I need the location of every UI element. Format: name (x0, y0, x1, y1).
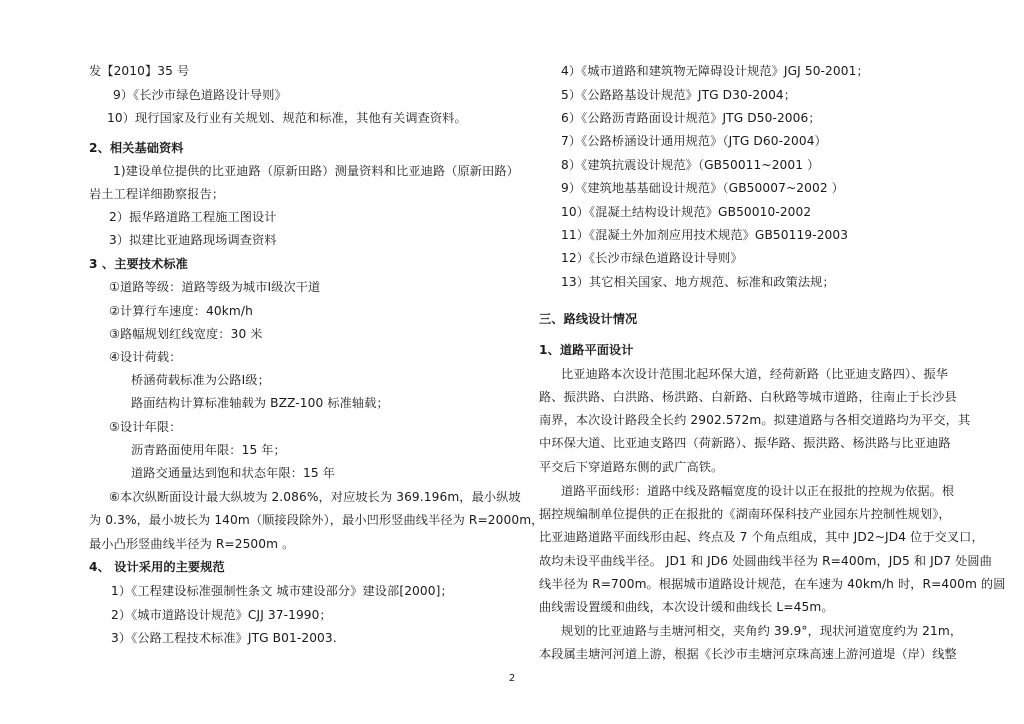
page-number: 2 (508, 673, 516, 684)
paragraph-line: 规划的比亚迪路与圭塘河相交，夹角约 39.9°，现状河道宽度约为 21m， (561, 624, 963, 638)
list-item: 2）《城市道路设计规范》CJJ 37-1990； (111, 608, 332, 622)
list-item: 10）《混凝土结构设计规范》GB50010-2002 (561, 205, 812, 219)
text-line: 发【2010】35 号 (89, 64, 190, 78)
list-item: 13）其它相关国家、地方规范、标准和政策法规； (561, 275, 835, 289)
paragraph-line: 中环保大道、比亚迪支路四（荷新路）、振华路、振洪路、杨洪路与比亚迪路 (539, 436, 951, 450)
list-item: 9）《长沙市绿色道路设计导则》 (113, 88, 287, 102)
list-item: 3）《公路工程技术标准》JTG B01-2003. (111, 631, 337, 645)
paragraph-line: 曲线需设置缓和曲线，本次设计缓和曲线长 L=45m。 (539, 600, 834, 614)
list-item: 2）振华路道路工程施工图设计 (109, 210, 277, 224)
list-item: 1）《工程建设标准强制性条文 城市建设部分》建设部[2000]； (111, 584, 453, 598)
sub-item: 道路交通量达到饱和状态年限：15 年 (131, 466, 335, 480)
list-item: 1)建设单位提供的比亚迪路（原新田路）测量资料和比亚迪路（原新田路） (113, 164, 519, 178)
list-item: 9）《建筑地基基础设计规范》（GB50007~2002 ） (561, 181, 844, 195)
paragraph-line: 故均未设平曲线半径。 JD1 和 JD6 处圆曲线半径为 R=400m，JD5 和 JD7 处圆曲 (539, 554, 992, 568)
section-heading: 三、路线设计情况 (539, 312, 638, 326)
sub-item: 桥涵荷载标准为公路Ⅰ级； (131, 373, 270, 387)
list-item: ④设计荷载： (109, 350, 182, 364)
paragraph-line: 道路平面线形：道路中线及路幅宽度的设计以正在报批的控规为依据。根 (561, 484, 955, 498)
list-item: 8）《建筑抗震设计规范》（GB50011~2001 ） (561, 158, 820, 172)
list-item: 12）《长沙市绿色道路设计导则》 (561, 251, 743, 265)
section-heading: 4、 设计采用的主要规范 (89, 560, 225, 574)
paragraph-line: 比亚迪路本次设计范围北起环保大道，经荷新路（比亚迪支路四）、振华 (561, 367, 949, 381)
list-item: ②计算行车速度：40km/h (109, 304, 253, 318)
list-item: ①道路等级：道路等级为城市Ⅰ级次干道 (109, 280, 321, 294)
sub-item: 路面结构计算标准轴载为 BZZ-100 标准轴载； (131, 396, 389, 410)
paragraph-line: 平交后下穿道路东侧的武广高铁。 (539, 460, 724, 474)
list-item: 3）拟建比亚迪路现场调查资料 (109, 233, 277, 247)
paragraph-line: 据控规编制单位提供的正在报批的《湖南环保科技产业园东片控制性规划》， (539, 507, 951, 521)
list-item: 5）《公路路基设计规范》JTG D30-2004； (561, 88, 797, 102)
list-item: ⑥本次纵断面设计最大纵坡为 2.086%，对应坡长为 369.196m，最小纵坡 (109, 490, 521, 504)
sub-item: 沥青路面使用年限：15 年； (131, 443, 286, 457)
list-item: 6）《公路沥青路面设计规范》JTG D50-2006； (561, 111, 821, 125)
list-item: 7）《公路桥涵设计通用规范》（JTG D60-2004） (561, 134, 827, 148)
section-heading: 2、相关基础资料 (89, 141, 184, 155)
list-item: 4）《城市道路和建筑物无障碍设计规范》JGJ 50-2001； (561, 64, 869, 78)
paragraph-line: 本段属圭塘河河道上游，根据《长沙市圭塘河京珠高速上游河道堤（岸）线整 (539, 647, 957, 661)
paragraph-line: 比亚迪路道路平面线形由起、终点及 7 个角点组成，其中 JD2~JD4 位于交叉口， (539, 530, 984, 544)
text-line: 最小凸形竖曲线半径为 R=2500m 。 (89, 537, 295, 551)
section-heading: 3 、主要技术标准 (89, 257, 188, 271)
list-item: ⑤设计年限： (109, 420, 182, 434)
paragraph-line: 南界，本次设计路段全长约 2902.572m。拟建道路与各相交道路均为平交，其 (539, 413, 971, 427)
text-line: 岩土工程详细勘察报告； (89, 187, 225, 201)
paragraph-line: 路、振洪路、白洪路、杨洪路、白新路、白秋路等城市道路，往南止于长沙县 (539, 390, 957, 404)
list-item: 10）现行国家及行业有关规划、规范和标准，其他有关调查资料。 (107, 111, 467, 125)
list-item: ③路幅规划红线宽度：30 米 (109, 327, 263, 341)
subsection-heading: 1、道路平面设计 (539, 343, 634, 357)
text-line: 为 0.3%，最小坡长为 140m（顺接段除外），最小凹形竖曲线半径为 R=2000m， (89, 513, 544, 527)
list-item: 11）《混凝土外加剂应用技术规范》GB50119-2003 (561, 228, 849, 242)
paragraph-line: 线半径为 R=700m。根据城市道路设计规范，在车速为 40km/h 时，R=400m 的圆 (539, 577, 1006, 591)
